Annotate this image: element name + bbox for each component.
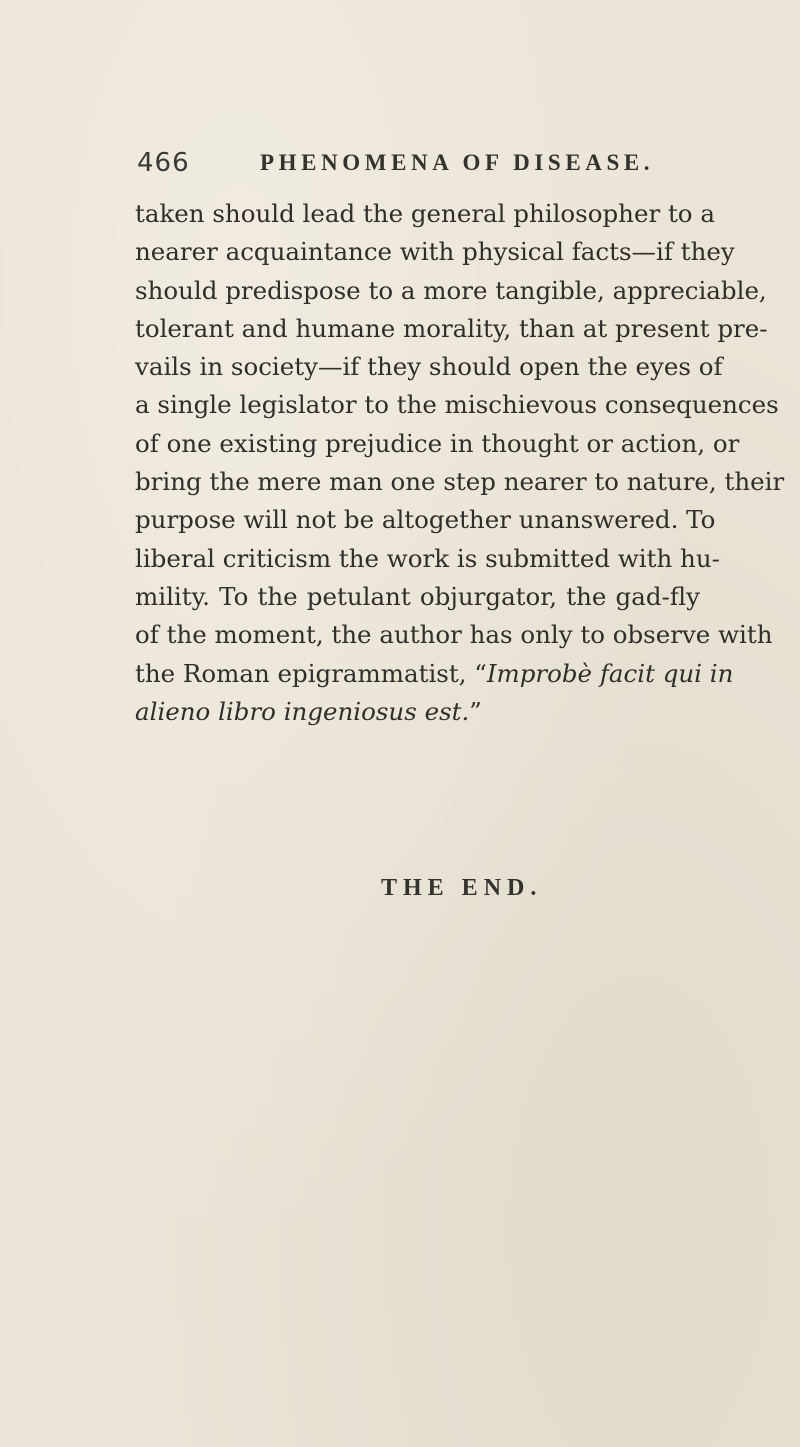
text-line: mility. To the petulant objurgator, the gad-fly (135, 581, 700, 611)
quote-roman-text: the Roman epigrammatist, “ (135, 658, 487, 688)
text-line-quote-end (135, 693, 700, 731)
text-line: should predispose to a more tangible, appreciable, (135, 275, 767, 305)
text-line: liberal criticism the work is submitted with hu- (135, 543, 720, 573)
text-line: taken should lead the general philosopher to a (135, 199, 715, 228)
text-line: of one existing prejudice in thought or action, or (135, 428, 740, 458)
running-head: PHENOMENA OF DISEASE. (260, 150, 655, 175)
text-line: purpose will not be altogether unanswered. To (135, 505, 716, 535)
the-end-mark: THE END. (381, 875, 543, 901)
page-header (137, 148, 697, 188)
text-line: vails in society—if they should open the eyes of (135, 352, 723, 382)
text-line: a single legislator to the mischievous consequences (135, 390, 779, 420)
page-number: 466 (137, 148, 190, 178)
body-paragraph (135, 195, 785, 731)
text-line: tolerant and humane morality, than at present pre- (135, 313, 768, 343)
text-line: of the moment, the author has only to observe with (135, 620, 773, 650)
text-line: bring the mere man one step nearer to nature, their (135, 467, 785, 497)
closing-quote-mark: ” (469, 696, 482, 726)
latin-quote-part-1: Improbè facit qui in (486, 658, 734, 688)
text-line-quote-start (135, 655, 734, 693)
text-line: nearer acquaintance with physical facts—if they (135, 237, 735, 267)
latin-quote-part-2: alieno libro ingeniosus est. (135, 696, 470, 726)
